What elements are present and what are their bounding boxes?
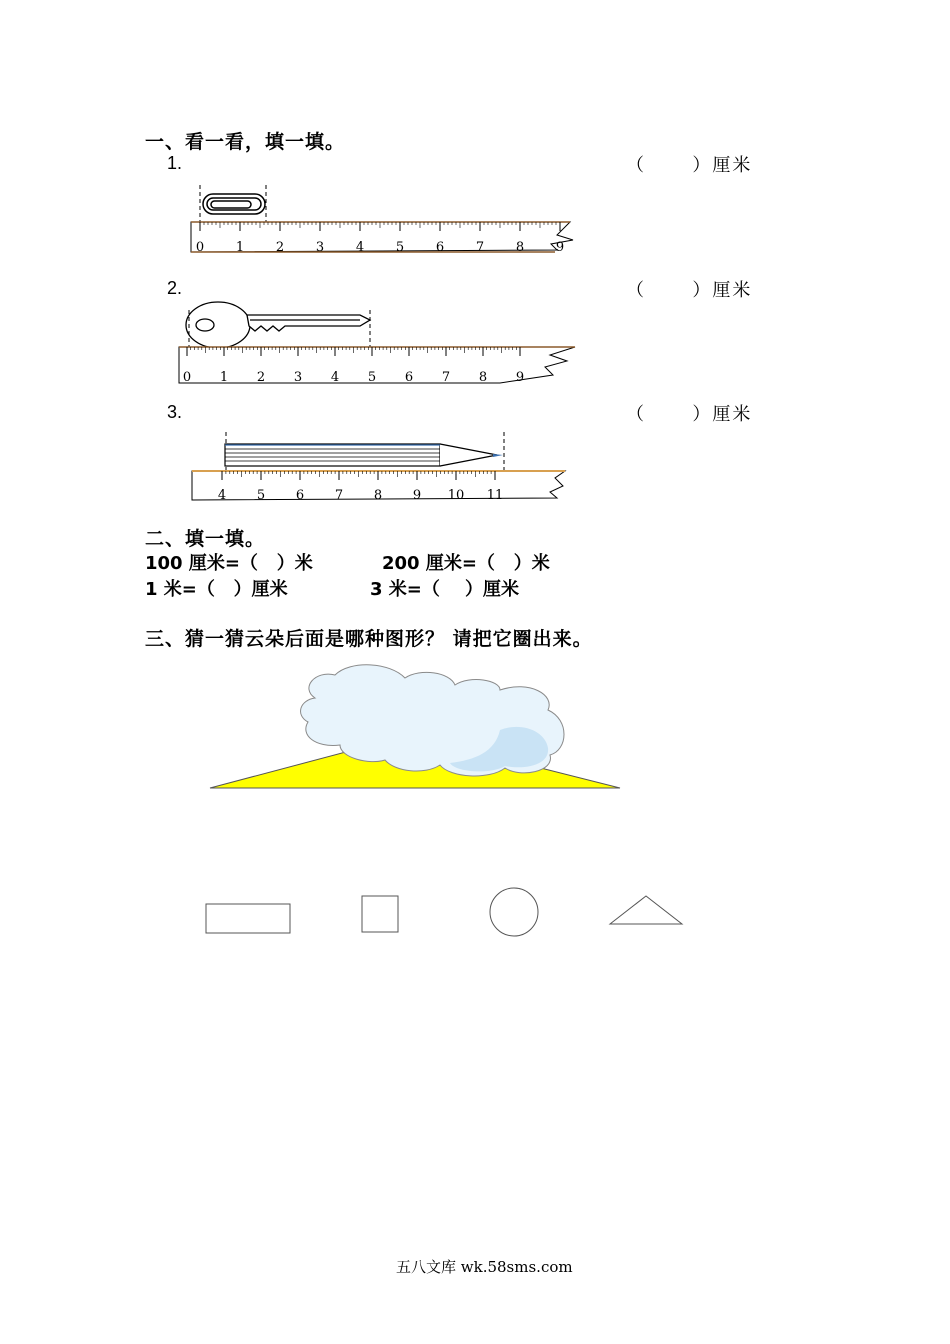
ruler-tick-label: 1 <box>219 370 229 385</box>
conversion-item-2: 200 厘米=（ ）米 <box>382 553 550 574</box>
cloud-triangle-figure <box>200 660 630 795</box>
conversion-item-3: 1 米=（ ）厘米 <box>145 579 288 600</box>
section1-heading: 一、看一看，填一填。 <box>145 131 346 153</box>
ruler-tick-label: 2 <box>275 240 285 255</box>
ruler-tick-label: 6 <box>435 240 445 255</box>
ruler-1-figure <box>185 180 585 260</box>
conversion-item-4: 3 米=（ ）厘米 <box>370 579 519 600</box>
ruler-tick-label: 7 <box>475 240 485 255</box>
ruler-tick-label: 5 <box>256 488 266 503</box>
ruler-tick-label: 8 <box>478 370 488 385</box>
ruler-tick-label: 8 <box>515 240 525 255</box>
square-option[interactable] <box>362 896 398 932</box>
ruler-tick-label: 7 <box>334 488 344 503</box>
key-icon <box>186 302 370 348</box>
section2-heading: 二、填一填。 <box>145 528 266 550</box>
ruler-tick-label: 1 <box>235 240 245 255</box>
ruler-tick-label: 5 <box>367 370 377 385</box>
ruler-tick-label: 4 <box>330 370 340 385</box>
section3-heading: 三、猜一猜云朵后面是哪种图形？ 请把它圈出来。 <box>145 628 593 650</box>
paperclip-icon <box>203 194 265 214</box>
ruler-tick-label: 6 <box>295 488 305 503</box>
question-3-answer-blank[interactable]: （ ）厘米 <box>626 404 753 425</box>
footer-watermark: 五八文库 wk.58sms.com <box>396 1258 573 1276</box>
triangle-option[interactable] <box>610 896 682 924</box>
ruler-tick-label: 4 <box>355 240 365 255</box>
ruler-tick-label: 0 <box>182 370 192 385</box>
question-3-number: 3. <box>167 402 183 422</box>
ruler-tick-label: 0 <box>195 240 205 255</box>
rectangle-option[interactable] <box>206 904 290 933</box>
ruler-tick-label: 9 <box>412 488 422 503</box>
ruler-tick-label: 6 <box>404 370 414 385</box>
ruler-tick-label: 9 <box>555 240 565 255</box>
question-2-number: 2. <box>167 278 183 298</box>
ruler-2-figure <box>175 295 585 390</box>
pencil-icon <box>225 444 503 466</box>
shape-options <box>200 880 690 945</box>
ruler-tick-label: 5 <box>395 240 405 255</box>
ruler-tick-label: 9 <box>515 370 525 385</box>
ruler-tick-label: 11 <box>486 488 504 503</box>
circle-option[interactable] <box>490 888 538 936</box>
ruler-tick-label: 4 <box>217 488 227 503</box>
ruler-tick-label: 3 <box>293 370 303 385</box>
ruler-tick-label: 3 <box>315 240 325 255</box>
ruler-tick-label: 2 <box>256 370 266 385</box>
question-1-number: 1. <box>167 153 183 173</box>
question-1-answer-blank[interactable]: （ ）厘米 <box>626 155 753 176</box>
ruler-3-figure <box>185 428 585 508</box>
ruler-tick-label: 8 <box>373 488 383 503</box>
ruler-tick-label: 10 <box>447 488 465 503</box>
ruler-tick-label: 7 <box>441 370 451 385</box>
question-2-answer-blank[interactable]: （ ）厘米 <box>626 280 753 301</box>
conversion-item-1: 100 厘米=（ ）米 <box>145 553 313 574</box>
